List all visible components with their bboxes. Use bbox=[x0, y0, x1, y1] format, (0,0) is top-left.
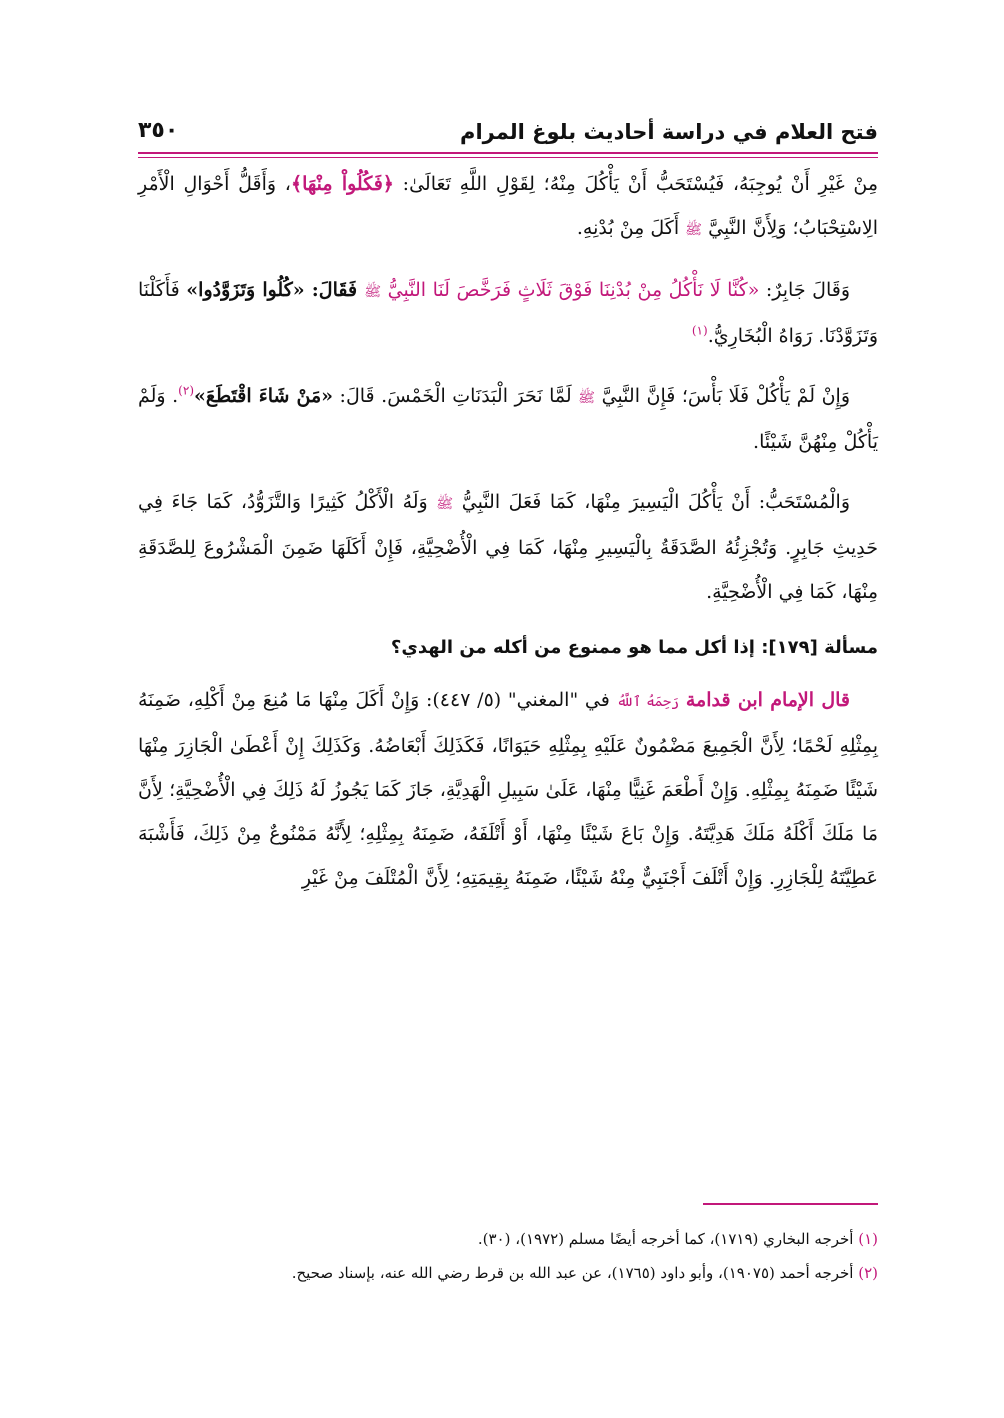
paragraph-5: قال الإمام ابن قدامة رَحِمَهُ ٱللَّهُ في "المغني" (٥/ ٤٤٧): وَإِنْ أَكَلَ مِنْهَا مَا مُنِعَ مِنْ أَكْلِهِ، ضَمِنَهُ بِمِثْلِهِ لَحْمًا؛ لِأَنَّ الْجَمِيعَ مَضْمُونٌ عَلَيْهِ بِمِثْلِهِ حَيَوَانًا، فَكَذَلِكَ أَبْعَاضُهُ. وَكَذَلِكَ إِنْ أَعْطَىٰ الْجَازِرَ مِنْهَا شَيْئًا ضَمِنَهُ بِمِثْلِهِ. وَإِنْ أَطْعَمَ غَنِيًّا مِنْهَا، عَلَىٰ سَبِيلِ الْهَدِيَّةِ، جَازَ كَمَا يَجُوزُ لَهُ ذَلِكَ فِي الْأُضْحِيَّةِ؛ لِأَنَّ مَا مَلَكَ أَكْلَهُ مَلَكَ هَدِيَّتَهُ. وَإِنْ بَاعَ شَيْئًا مِنْهَا، أَوْ أَتْلَفَهُ، ضَمِنَهُ بِمِثْلِهِ؛ لِأَنَّهُ مَمْنُوعٌ مِنْ ذَلِكَ، فَأَشْبَهَ عَطِيَّتَهُ لِلْجَازِرِ. وَإِنْ أَتْلَفَ أَجْنَبِيٌّ مِنْهُ شَيْئًا، ضَمِنَهُ بِقِيمَتِهِ؛ لِأَنَّ الْمُتْلَفَ مِنْ غَيْرِ bbox=[138, 689, 878, 889]
footnote-1: (١) أخرجه البخاري (١٧١٩)، كما أخرجه أيضًا مسلم (١٩٧٢)، (٣٠). bbox=[477, 1230, 878, 1248]
section-heading: مسألة [١٧٩]: إذا أكل مما هو ممنوع من أكله من الهدي؟ bbox=[390, 637, 878, 658]
footnotes bbox=[138, 1222, 878, 1290]
hadith-quote: «كُنَّا لَا نَأْكُلُ مِنْ بُدْنِنَا فَوْقَ ثَلَاثٍ فَرَخَّصَ لَنَا النَّبِيُّ bbox=[381, 279, 760, 301]
page-number: ٣٥٠ bbox=[138, 118, 179, 143]
salutation-glyph: ﷺ bbox=[364, 284, 382, 300]
footnote-ref[interactable]: (١) bbox=[691, 323, 708, 338]
hadith-quote: «مَنْ شَاءَ اقْتَطَعَ» bbox=[194, 385, 334, 407]
hadith-quote: فَقَالَ: «كُلُوا وَتَزَوَّدُوا» bbox=[186, 279, 365, 301]
paragraph-3: وَإِنْ لَمْ يَأْكُلْ فَلَا بَأْسَ؛ فَإِنَّ النَّبِيَّ ﷺ لَمَّا نَحَرَ الْبَدَنَاتِ الْخَمْسَ. قَالَ: «مَنْ شَاءَ اقْتَطَعَ»$^{(٢)}$. وَلَمْ يَأْكُلْ مِنْهُنَّ شَيْئًا. bbox=[138, 383, 878, 453]
quran-verse: ﴿فَكُلُواْ مِنْهَا﴾ bbox=[290, 173, 394, 195]
book-title: فتح العلام في دراسة أحاديث بلوغ المرام bbox=[460, 120, 878, 144]
salutation-glyph: ﷺ bbox=[436, 496, 454, 512]
header-rule-thin bbox=[138, 157, 878, 158]
paragraph-4: وَالْمُسْتَحَبُّ: أَنْ يَأْكُلَ الْيَسِيرَ مِنْهَا، كَمَا فَعَلَ النَّبِيُّ ﷺ وَلَهُ الْأَكْلُ كَثِيرًا وَالتَّزَوُّدُ، كَمَا جَاءَ فِي حَدِيثِ جَابِرٍ. وَتُجْزِئُهُ الصَّدَقَةُ بِالْيَسِيرِ مِنْهَا، كَمَا فِي الْأُضْحِيَّةِ، فَإِنْ أَكَلَهَا ضَمِنَ الْمَشْرُوعَ لِلصَّدَقَةِ مِنْهَا، كَمَا فِي الْأُضْحِيَّةِ. bbox=[138, 491, 878, 603]
salutation-glyph: ﷺ bbox=[578, 390, 596, 406]
footnote-ref[interactable]: (٢) bbox=[178, 383, 194, 398]
footnote-2: (٢) أخرجه أحمد (١٩٠٧٥)، وأبو داود (١٧٦٥)، عن عبد الله بن قرط رضي الله عنه، بإسناد صحيح. bbox=[291, 1264, 878, 1282]
honorific: رَحِمَهُ ٱللَّهُ bbox=[616, 694, 680, 710]
header-rule bbox=[138, 152, 878, 154]
page-body bbox=[138, 162, 878, 916]
paragraph-1: مِنْ غَيْرِ أَنْ يُوجِبَهُ، فَيُسْتَحَبُّ أَنْ يَأْكُلَ مِنْهُ؛ لِقَوْلِ اللَّهِ تَعَالَىٰ: ﴿فَكُلُواْ مِنْهَا﴾، وَأَقَلُّ أَحْوَالِ الْأَمْرِ الِاسْتِحْبَابُ؛ وَلِأَنَّ النَّبِيَّ ﷺ أَكَلَ مِنْ بُدْنِهِ. bbox=[138, 173, 878, 239]
paragraph-2: وَقَالَ جَابِرٌ: «كُنَّا لَا نَأْكُلُ مِنْ بُدْنِنَا فَوْقَ ثَلَاثٍ فَرَخَّصَ لَنَا النَّبِيُّ ﷺ فَقَالَ: «كُلُوا وَتَزَوَّدُوا» فَأَكَلْنَا وَتَزَوَّدْنَا. رَوَاهُ الْبُخَارِيُّ.$^{(١)}$ bbox=[138, 279, 878, 347]
speaker-name: قال الإمام ابن قدامة bbox=[685, 689, 851, 711]
salutation-glyph: ﷺ bbox=[685, 222, 703, 238]
footnote-rule bbox=[703, 1203, 878, 1205]
page-header bbox=[138, 112, 878, 152]
